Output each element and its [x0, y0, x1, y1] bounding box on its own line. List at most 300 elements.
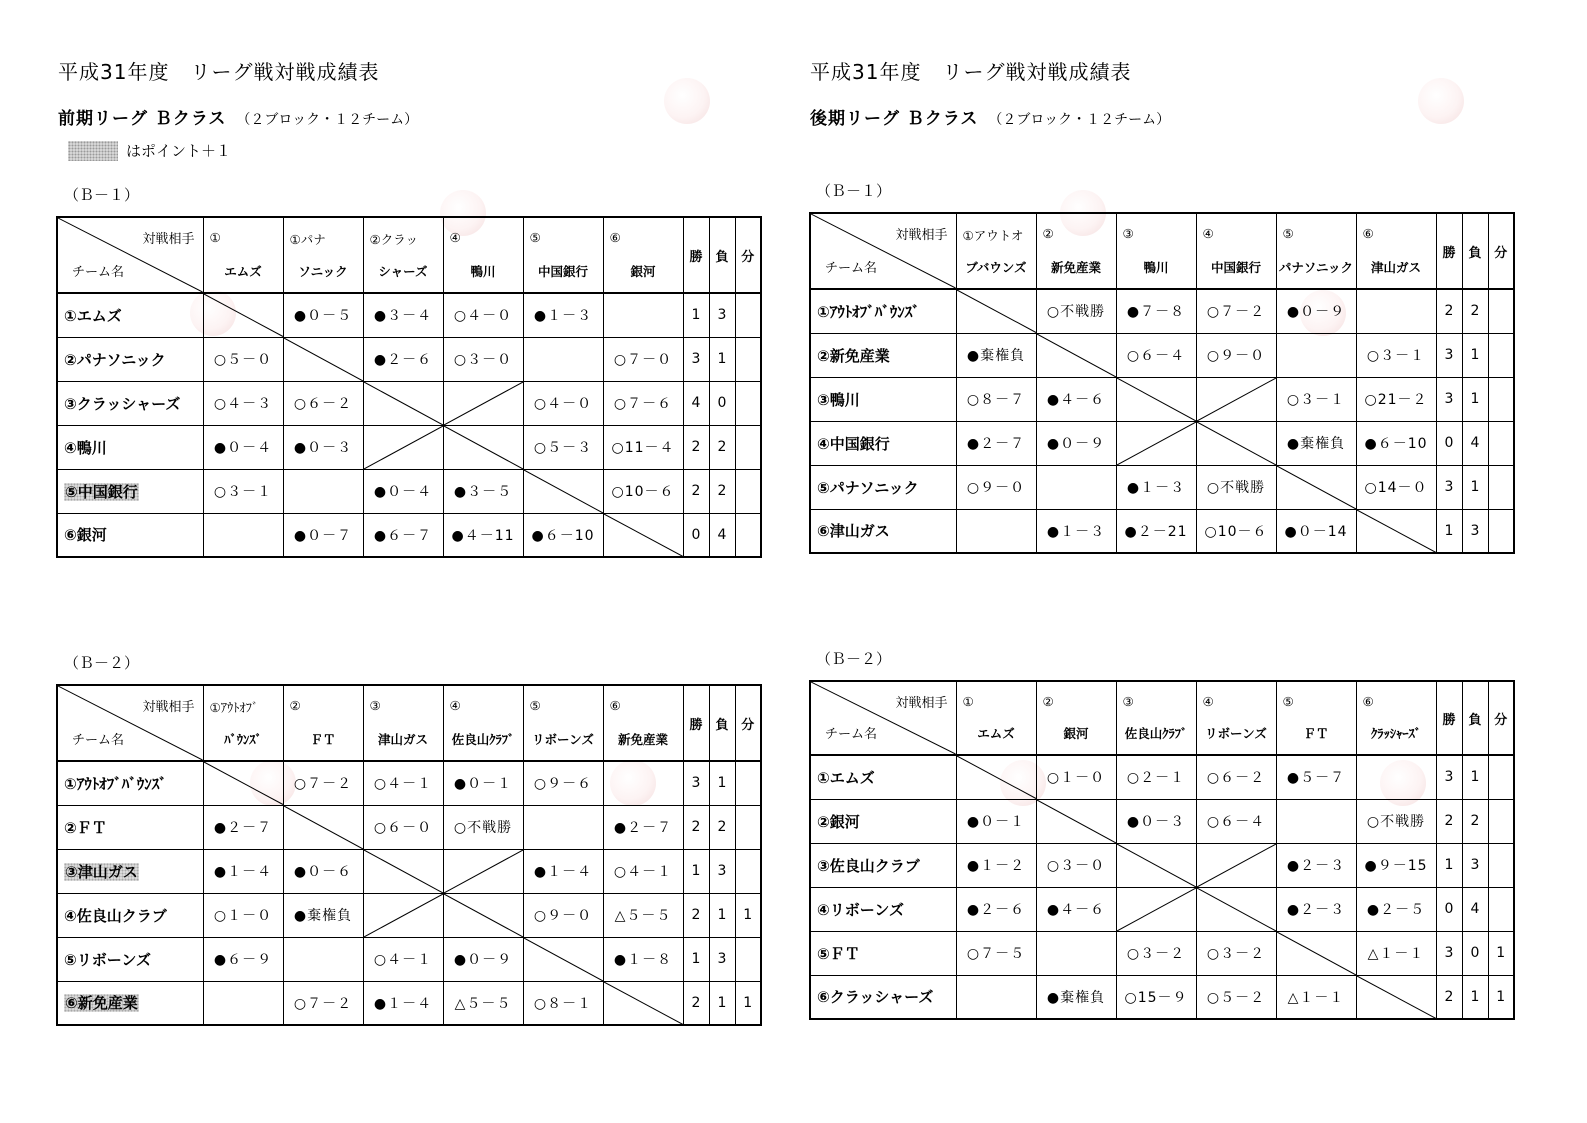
- draws-count: [735, 293, 761, 337]
- team-row: [57, 937, 761, 981]
- match-result: ○４－１: [363, 937, 443, 981]
- team-row: [810, 755, 1514, 799]
- match-result: ○１－０: [1036, 755, 1116, 799]
- opponent-name: 新免産業: [617, 732, 668, 747]
- match-result: ●０－６: [283, 849, 363, 893]
- opponent-header: [283, 685, 363, 761]
- match-result: ●棄権負: [1036, 975, 1116, 1019]
- opponent-name: ブバウンズ: [965, 260, 1027, 275]
- match-result: ●２－３: [1276, 843, 1356, 887]
- opponent-number: ⑤: [529, 230, 541, 245]
- team-name: [57, 469, 203, 513]
- opponent-number: ⑥: [609, 230, 621, 245]
- diagonal-line: [957, 290, 1036, 333]
- team-name-text: ⑤リボーンズ: [64, 950, 151, 969]
- opponent-name: ｸﾗｯｼｬｰｽﾞ: [1370, 726, 1421, 741]
- opponent-axis-label: 対戦相手: [895, 228, 948, 243]
- match-result: ○21－２: [1356, 377, 1436, 421]
- opponent-number: ③: [369, 698, 381, 713]
- draws-count: [735, 425, 761, 469]
- team-axis-label: チーム名: [72, 265, 125, 280]
- diagonal-line: [604, 982, 683, 1025]
- match-result: ○７－５: [956, 931, 1036, 975]
- match-result: ○10－６: [603, 469, 683, 513]
- opponent-header: [523, 217, 603, 293]
- match-result: [283, 469, 363, 513]
- opponent-number: ⑤: [1282, 226, 1294, 241]
- match-result: ●１－３: [1036, 509, 1116, 553]
- losses-count: 0: [709, 381, 735, 425]
- right-block-2-table: [809, 680, 1515, 1020]
- draws-count: [1488, 887, 1514, 931]
- team-name: [57, 849, 203, 893]
- team-name-text: ⑤中国銀行: [65, 482, 138, 501]
- match-result: [1276, 799, 1356, 843]
- team-name-text: ③鴨川: [817, 390, 860, 409]
- opponent-axis-label: 対戦相手: [142, 232, 195, 247]
- self-match-cell: [363, 893, 443, 937]
- match-result: ○３－２: [1116, 931, 1196, 975]
- match-result: ○９－６: [523, 761, 603, 805]
- diagonal-line: [1357, 976, 1436, 1019]
- team-row: [810, 377, 1514, 421]
- wins-count: 2: [1436, 975, 1462, 1019]
- right-league-name: 後期リーグ Ｂクラス: [810, 109, 979, 129]
- corner-header: [810, 681, 956, 755]
- draws-count: 1: [735, 981, 761, 1025]
- match-result: ○２－１: [1116, 755, 1196, 799]
- opponent-name: ＦＴ: [310, 732, 336, 747]
- team-axis-label: チーム名: [825, 261, 878, 276]
- match-result: ○５－０: [203, 337, 283, 381]
- team-name: [810, 509, 956, 553]
- opponent-name: 中国銀行: [537, 264, 588, 279]
- match-result: ●棄権負: [1276, 421, 1356, 465]
- team-name: [57, 425, 203, 469]
- match-result: ○５－３: [523, 425, 603, 469]
- wins-count: 1: [683, 849, 709, 893]
- team-name-text: ②パナソニック: [64, 350, 166, 369]
- wins-count: 2: [683, 425, 709, 469]
- opponent-number: ⑥: [1362, 226, 1374, 241]
- baseball-watermark-icon: [1418, 78, 1464, 124]
- opponent-name: 中国銀行: [1210, 260, 1261, 275]
- losses-count: 4: [1462, 887, 1488, 931]
- diagonal-line: [1197, 844, 1276, 887]
- match-result: ●２－３: [1276, 887, 1356, 931]
- draws-count: 1: [1488, 975, 1514, 1019]
- match-result: ●１－３: [523, 293, 603, 337]
- opponent-number: ②: [1042, 226, 1054, 241]
- match-result: ○４－１: [603, 849, 683, 893]
- match-result: ●０－３: [283, 425, 363, 469]
- diagonal-line: [1117, 422, 1196, 465]
- match-result: ●６－７: [363, 513, 443, 557]
- stat-header: 分: [1488, 213, 1514, 289]
- stat-header: 負: [1462, 213, 1488, 289]
- match-result: ●９－15: [1356, 843, 1436, 887]
- stat-header: 分: [1488, 681, 1514, 755]
- left-block-2-table: [56, 684, 762, 1026]
- team-name-text: ③津山ガス: [65, 862, 138, 881]
- stat-header: 勝: [1436, 681, 1462, 755]
- self-match-cell: [1196, 843, 1276, 887]
- match-result: ○不戦勝: [443, 805, 523, 849]
- wins-count: 3: [683, 337, 709, 381]
- draws-count: [1488, 289, 1514, 333]
- match-result: ○７－２: [283, 761, 363, 805]
- opponent-number: ⑤: [529, 698, 541, 713]
- left-league-name: 前期リーグ Ｂクラス: [58, 109, 227, 129]
- diagonal-line: [444, 426, 523, 469]
- opponent-number: ③: [1122, 226, 1134, 241]
- match-result: [203, 513, 283, 557]
- wins-count: 0: [1436, 887, 1462, 931]
- match-result: ●０－１: [956, 799, 1036, 843]
- self-match-cell: [363, 381, 443, 425]
- opponent-number: ⑥: [609, 698, 621, 713]
- diagonal-line: [1037, 334, 1116, 377]
- legend-text: はポイント＋１: [126, 142, 232, 160]
- match-result: ○９－０: [1196, 333, 1276, 377]
- losses-count: 2: [709, 469, 735, 513]
- stat-header: 分: [735, 685, 761, 761]
- self-match-cell: [1116, 421, 1196, 465]
- opponent-header: [1036, 213, 1116, 289]
- team-name-text: ⑥新免産業: [65, 994, 138, 1013]
- self-match-cell: [443, 381, 523, 425]
- right-block-label: （Ｂ－１）: [816, 182, 892, 200]
- left-league-subtitle: [58, 104, 418, 129]
- team-row: [810, 465, 1514, 509]
- match-result: ●２－６: [956, 887, 1036, 931]
- losses-count: 4: [1462, 421, 1488, 465]
- opponent-name: 津山ガス: [377, 732, 428, 747]
- draws-count: [735, 937, 761, 981]
- match-result: ●５－７: [1276, 755, 1356, 799]
- match-result: ●０－14: [1276, 509, 1356, 553]
- diagonal-line: [364, 850, 443, 893]
- team-name: [57, 293, 203, 337]
- self-match-cell: [203, 761, 283, 805]
- baseball-watermark-icon: [664, 78, 710, 124]
- team-axis-label: チーム名: [72, 733, 125, 748]
- match-result: ●６－10: [1356, 421, 1436, 465]
- match-result: [956, 509, 1036, 553]
- self-match-cell: [1196, 421, 1276, 465]
- wins-count: 0: [683, 513, 709, 557]
- opponent-number: ①: [962, 694, 974, 709]
- draws-count: [735, 761, 761, 805]
- match-result: ○６－４: [1116, 333, 1196, 377]
- match-result: ●０－３: [1116, 799, 1196, 843]
- stat-header: 勝: [683, 217, 709, 293]
- match-result: ●０－９: [1036, 421, 1116, 465]
- team-name-text: ①ｱｳﾄｵﾌﾞﾊﾞｳﾝｽﾞ: [817, 302, 920, 321]
- corner-header: [57, 217, 203, 293]
- opponent-header: [1356, 213, 1436, 289]
- match-result: [956, 975, 1036, 1019]
- right-page-title: 平成31年度 リーグ戦対戦成績表: [810, 60, 1132, 84]
- draws-count: [735, 805, 761, 849]
- wins-count: 3: [1436, 465, 1462, 509]
- opponent-name: 銀河: [1063, 726, 1089, 741]
- match-result: ●４－６: [1036, 887, 1116, 931]
- draws-count: [735, 849, 761, 893]
- team-name: [810, 799, 956, 843]
- draws-count: [1488, 377, 1514, 421]
- diagonal-line: [524, 470, 603, 513]
- match-result: ○８－７: [956, 377, 1036, 421]
- team-name-text: ③クラッシャーズ: [64, 394, 181, 413]
- team-name-text: ④鴨川: [64, 438, 107, 457]
- match-result: ●３－５: [443, 469, 523, 513]
- self-match-cell: [956, 289, 1036, 333]
- team-name-text: ④佐良山クラブ: [64, 906, 167, 925]
- match-result: ○10－６: [1196, 509, 1276, 553]
- match-result: ○不戦勝: [1196, 465, 1276, 509]
- team-name-text: ①エムズ: [817, 768, 875, 787]
- team-name: [810, 931, 956, 975]
- team-name-text: ⑤ＦＴ: [817, 944, 860, 963]
- losses-count: 1: [1462, 333, 1488, 377]
- opponent-name: 鴨川: [470, 264, 496, 279]
- opponent-header: [1276, 213, 1356, 289]
- stat-header: 勝: [683, 685, 709, 761]
- match-result: ●棄権負: [956, 333, 1036, 377]
- opponent-header: [443, 217, 523, 293]
- opponent-number: ②: [1042, 694, 1054, 709]
- opponent-name: パナソニック: [1278, 260, 1354, 275]
- opponent-header: [363, 217, 443, 293]
- draws-count: [1488, 509, 1514, 553]
- draws-count: 1: [1488, 931, 1514, 975]
- diagonal-line: [1357, 510, 1436, 553]
- opponent-header: [363, 685, 443, 761]
- team-name-text: ②銀河: [817, 812, 860, 831]
- opponent-name: ソニック: [298, 264, 348, 279]
- losses-count: 3: [709, 937, 735, 981]
- stat-header: 負: [709, 217, 735, 293]
- match-result: ○７－２: [1196, 289, 1276, 333]
- losses-count: 1: [709, 761, 735, 805]
- stat-header: 分: [735, 217, 761, 293]
- match-result: ●６－10: [523, 513, 603, 557]
- team-name: [810, 421, 956, 465]
- match-result: ●１－８: [603, 937, 683, 981]
- self-match-cell: [1276, 465, 1356, 509]
- draws-count: [1488, 843, 1514, 887]
- match-result: ●２－21: [1116, 509, 1196, 553]
- opponent-name: 鴨川: [1143, 260, 1169, 275]
- diagonal-line: [444, 382, 523, 425]
- opponent-header: [956, 213, 1036, 289]
- team-name: [810, 289, 956, 333]
- match-result: ○７－０: [603, 337, 683, 381]
- diagonal-line: [1277, 932, 1356, 975]
- point-legend: [68, 140, 231, 161]
- match-result: ○６－２: [283, 381, 363, 425]
- team-row: [810, 931, 1514, 975]
- match-result: ○６－４: [1196, 799, 1276, 843]
- team-name: [810, 377, 956, 421]
- left-page-title: 平成31年度 リーグ戦対戦成績表: [58, 60, 380, 84]
- self-match-cell: [603, 981, 683, 1025]
- self-match-cell: [523, 469, 603, 513]
- self-match-cell: [1116, 887, 1196, 931]
- team-row: [810, 421, 1514, 465]
- opponent-number: ⑤: [1282, 694, 1294, 709]
- match-result: △５－５: [443, 981, 523, 1025]
- opponent-name: リボーンズ: [1205, 726, 1267, 741]
- diagonal-line: [957, 756, 1036, 799]
- team-row: [57, 893, 761, 937]
- match-result: ○15－９: [1116, 975, 1196, 1019]
- team-name: [57, 513, 203, 557]
- team-row: [57, 849, 761, 893]
- left-block-1-table: [56, 216, 762, 558]
- wins-count: 1: [683, 293, 709, 337]
- diagonal-line: [364, 894, 443, 937]
- team-row: [810, 799, 1514, 843]
- team-name-text: ⑥津山ガス: [817, 522, 890, 541]
- diagonal-line: [524, 938, 603, 981]
- opponent-name: ＦＴ: [1303, 726, 1329, 741]
- losses-count: 1: [709, 337, 735, 381]
- match-result: ●１－３: [1116, 465, 1196, 509]
- opponent-header: [603, 217, 683, 293]
- team-name-text: ⑥クラッシャーズ: [817, 988, 934, 1007]
- self-match-cell: [363, 849, 443, 893]
- diagonal-line: [364, 382, 443, 425]
- team-name-text: ②ＦＴ: [64, 818, 107, 837]
- match-result: [523, 805, 603, 849]
- draws-count: [735, 469, 761, 513]
- opponent-number: ④: [1202, 694, 1214, 709]
- match-result: ●０－１: [443, 761, 523, 805]
- match-result: [283, 937, 363, 981]
- opponent-header: [443, 685, 523, 761]
- team-name: [810, 333, 956, 377]
- match-result: ●０－４: [203, 425, 283, 469]
- losses-count: 4: [709, 513, 735, 557]
- self-match-cell: [283, 805, 363, 849]
- stat-header: 勝: [1436, 213, 1462, 289]
- losses-count: 1: [709, 893, 735, 937]
- opponent-axis-label: 対戦相手: [142, 700, 195, 715]
- team-name-text: ②新免産業: [817, 346, 890, 365]
- match-result: ○３－０: [1036, 843, 1116, 887]
- legend-swatch: [68, 141, 118, 161]
- team-axis-label: チーム名: [825, 727, 878, 742]
- match-result: [1356, 289, 1436, 333]
- self-match-cell: [443, 893, 523, 937]
- self-match-cell: [956, 755, 1036, 799]
- wins-count: 1: [683, 937, 709, 981]
- wins-count: 2: [683, 893, 709, 937]
- diagonal-line: [204, 294, 283, 337]
- opponent-header: [603, 685, 683, 761]
- draws-count: [1488, 755, 1514, 799]
- match-result: ○４－０: [443, 293, 523, 337]
- opponent-name: リボーンズ: [532, 732, 594, 747]
- diagonal-line: [1117, 378, 1196, 421]
- team-row: [57, 337, 761, 381]
- wins-count: 3: [1436, 333, 1462, 377]
- diagonal-line: [1197, 378, 1276, 421]
- match-result: ●２－７: [603, 805, 683, 849]
- wins-count: 3: [1436, 755, 1462, 799]
- team-row: [810, 289, 1514, 333]
- losses-count: 1: [1462, 465, 1488, 509]
- match-result: [523, 337, 603, 381]
- self-match-cell: [1356, 509, 1436, 553]
- team-name-text: ④リボーンズ: [817, 900, 904, 919]
- wins-count: 2: [683, 805, 709, 849]
- right-league-subtitle: [810, 104, 1170, 129]
- team-row: [810, 843, 1514, 887]
- diagonal-line: [1277, 466, 1356, 509]
- match-result: ●１－２: [956, 843, 1036, 887]
- team-name: [57, 937, 203, 981]
- opponent-number: ⑥: [1362, 694, 1374, 709]
- draws-count: [1488, 421, 1514, 465]
- losses-count: 1: [1462, 755, 1488, 799]
- wins-count: 2: [683, 981, 709, 1025]
- losses-count: 0: [1462, 931, 1488, 975]
- match-result: [1036, 931, 1116, 975]
- opponent-name: エムズ: [224, 264, 262, 279]
- opponent-number: ④: [1202, 226, 1214, 241]
- right-block-label: （Ｂ－２）: [816, 650, 892, 668]
- opponent-name: 佐良山ｸﾗﾌﾞ: [451, 732, 515, 747]
- right-league-note: （２ブロック・１２チーム）: [988, 112, 1171, 128]
- opponent-header: [203, 217, 283, 293]
- match-result: ○不戦勝: [1036, 289, 1116, 333]
- match-result: ○４－１: [363, 761, 443, 805]
- losses-count: 2: [709, 805, 735, 849]
- header-row: [810, 213, 1514, 289]
- wins-count: 3: [1436, 377, 1462, 421]
- diagonal-line: [444, 894, 523, 937]
- match-result: ○11－４: [603, 425, 683, 469]
- self-match-cell: [443, 849, 523, 893]
- losses-count: 1: [1462, 975, 1488, 1019]
- match-result: [603, 293, 683, 337]
- team-row: [57, 761, 761, 805]
- match-result: [203, 981, 283, 1025]
- wins-count: 3: [1436, 931, 1462, 975]
- self-match-cell: [523, 937, 603, 981]
- team-name: [810, 755, 956, 799]
- match-result: ○８－１: [523, 981, 603, 1025]
- losses-count: 3: [709, 849, 735, 893]
- match-result: ●４－６: [1036, 377, 1116, 421]
- left-league-note: （２ブロック・１２チーム）: [236, 112, 419, 128]
- opponent-number: ③: [1122, 694, 1134, 709]
- losses-count: 1: [1462, 377, 1488, 421]
- self-match-cell: [1036, 799, 1116, 843]
- match-result: ○３－１: [1276, 377, 1356, 421]
- wins-count: 3: [683, 761, 709, 805]
- opponent-header: [1276, 681, 1356, 755]
- opponent-header: [1116, 213, 1196, 289]
- draws-count: [1488, 799, 1514, 843]
- opponent-header: [1116, 681, 1196, 755]
- left-block-label: （Ｂ－２）: [64, 654, 140, 672]
- team-name: [810, 465, 956, 509]
- match-result: ●１－４: [363, 981, 443, 1025]
